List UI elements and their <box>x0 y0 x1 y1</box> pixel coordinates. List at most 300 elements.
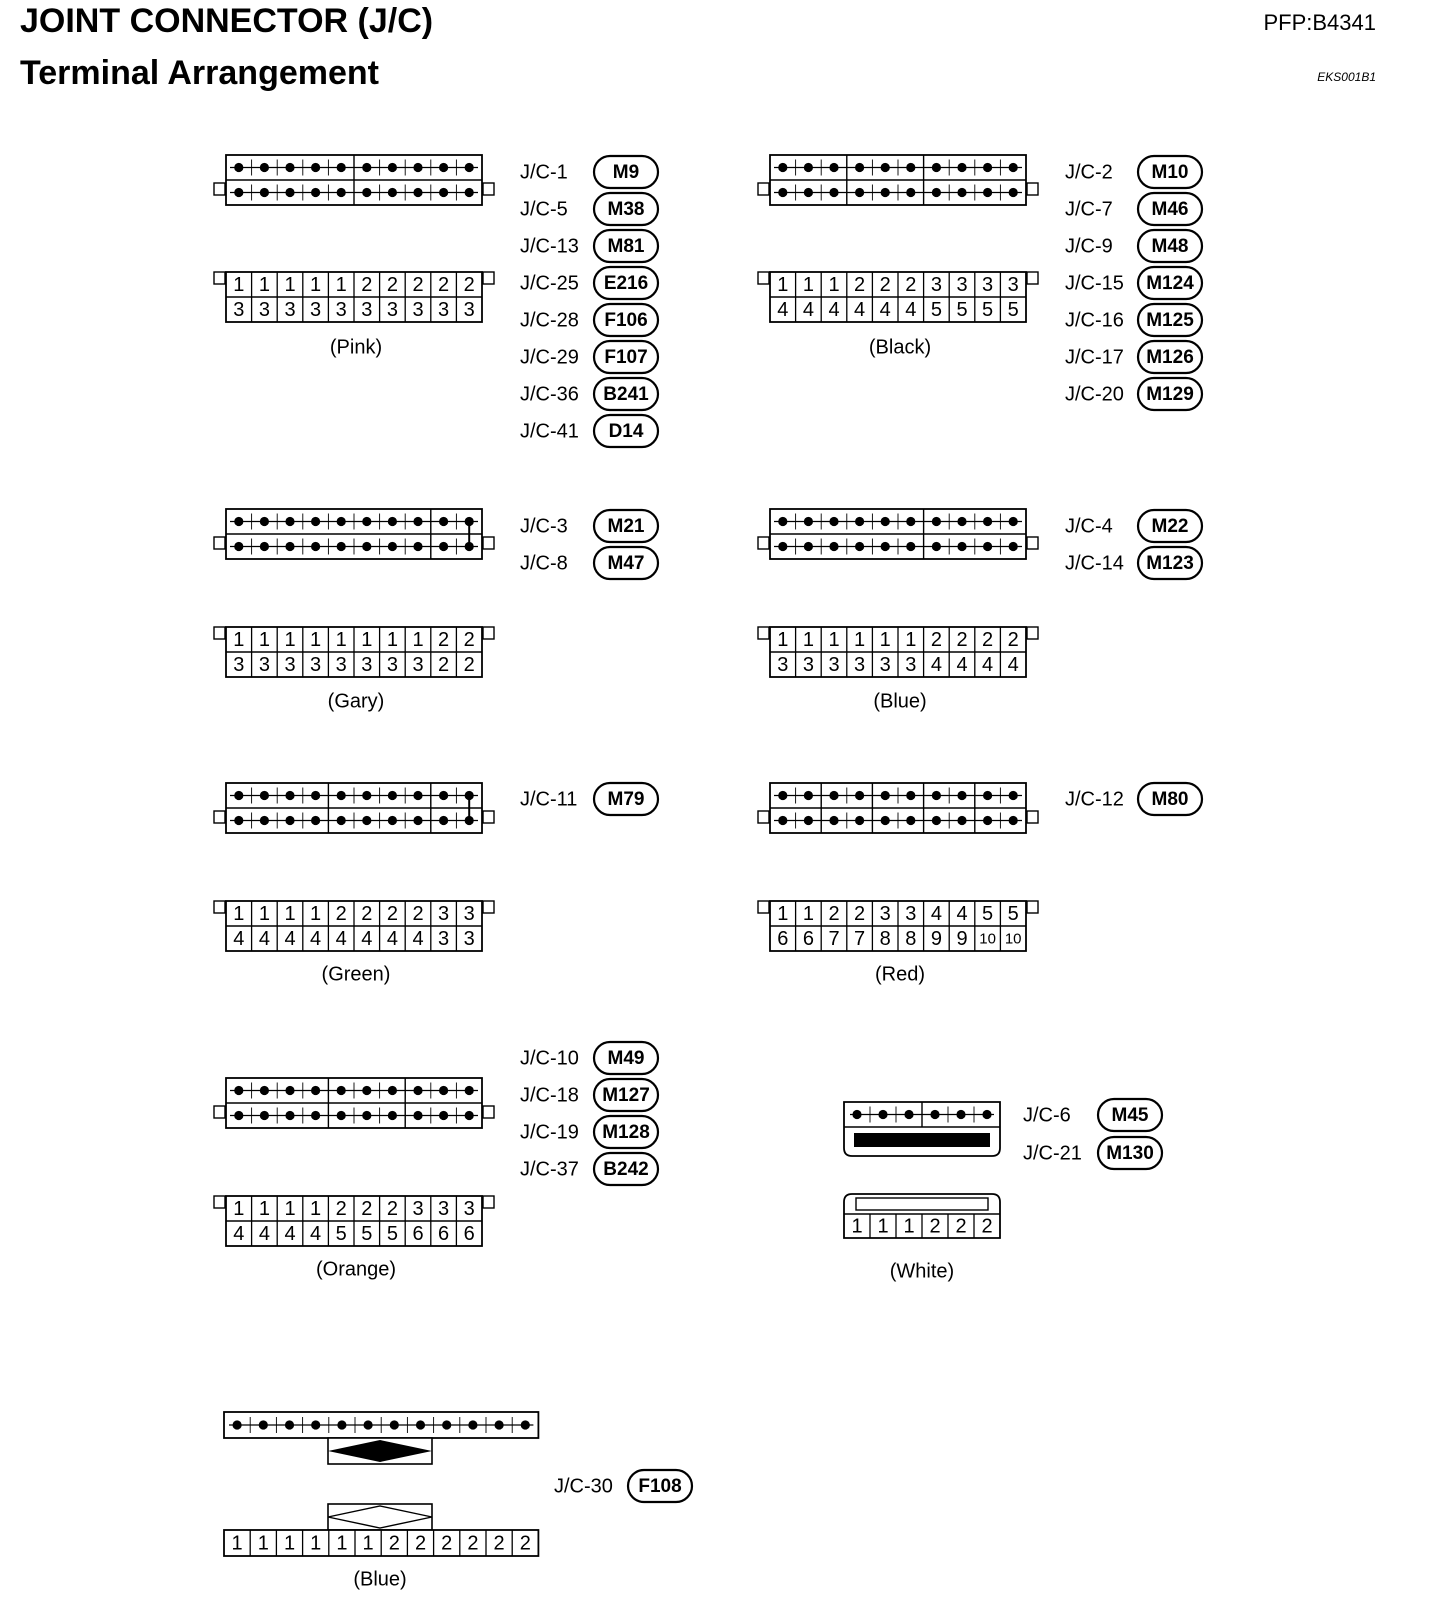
connector-color-label: (Green) <box>321 963 391 986</box>
connector-ref: F107 <box>604 347 648 369</box>
pin-dot <box>260 1086 269 1095</box>
pin-dot <box>413 1086 422 1095</box>
terminal-number: 10 <box>1004 930 1022 948</box>
terminal-number: 2 <box>414 1532 427 1555</box>
terminal-number: 2 <box>1007 628 1019 651</box>
connector-ref: M48 <box>1151 236 1189 258</box>
pin-dot <box>234 1086 243 1095</box>
terminal-number: 1 <box>310 1532 322 1555</box>
terminal-number: 4 <box>386 927 398 950</box>
pin-dot <box>311 816 320 825</box>
pin-dot <box>465 163 474 172</box>
connector-ref: M10 <box>1151 162 1189 184</box>
pin-dot <box>337 1086 346 1095</box>
jc-label: J/C-28 <box>520 309 579 332</box>
connector-lock-tab <box>214 1196 225 1208</box>
terminal-number: 4 <box>828 298 840 321</box>
terminal-number: 2 <box>981 1215 993 1238</box>
pin-dot <box>957 816 966 825</box>
pin-dot <box>778 542 787 551</box>
terminal-number: 4 <box>930 902 942 925</box>
pin-dot <box>413 791 422 800</box>
pin-dot <box>439 163 448 172</box>
pin-dot <box>957 188 966 197</box>
pin-dot <box>260 816 269 825</box>
connector-ref: M45 <box>1111 1105 1149 1127</box>
pin-dot <box>260 188 269 197</box>
connector-group-orange <box>214 1042 658 1280</box>
pin-dot <box>855 542 864 551</box>
terminal-number: 2 <box>929 1215 941 1238</box>
jc-label: J/C-37 <box>520 1158 579 1181</box>
pin-dot <box>1009 517 1018 526</box>
connector-group-blue1 <box>758 509 1202 712</box>
pin-dot <box>855 517 864 526</box>
jc-label: J/C-5 <box>520 198 568 221</box>
connector-lock-tab <box>483 901 494 913</box>
terminal-number: 3 <box>335 298 347 321</box>
pin-dot <box>778 816 787 825</box>
terminal-number: 2 <box>956 628 968 651</box>
terminal-number: 1 <box>233 628 245 651</box>
terminal-number: 1 <box>336 1532 348 1555</box>
pin-dot <box>362 542 371 551</box>
connector-ref: M21 <box>607 516 645 538</box>
terminal-number: 2 <box>335 1197 347 1220</box>
connector-ref: M123 <box>1146 553 1194 575</box>
terminal-number: 1 <box>777 628 789 651</box>
pin-dot <box>804 163 813 172</box>
terminal-number: 3 <box>905 653 917 676</box>
terminal-number: 3 <box>777 653 789 676</box>
terminal-number: 5 <box>1007 902 1019 925</box>
connector-ref: M127 <box>602 1085 650 1107</box>
terminal-number: 1 <box>310 273 322 296</box>
connector-ref: D14 <box>608 421 644 443</box>
connector-group-white <box>844 1099 1162 1282</box>
terminal-number: 4 <box>233 927 245 950</box>
terminal-number: 2 <box>412 273 424 296</box>
terminal-number: 3 <box>233 653 245 676</box>
pin-dot <box>362 1111 371 1120</box>
pin-dot <box>337 791 346 800</box>
pin-dot <box>259 1420 268 1429</box>
terminal-number: 3 <box>438 927 450 950</box>
jc-label: J/C-6 <box>1023 1104 1071 1127</box>
terminal-number: 1 <box>335 628 347 651</box>
pin-dot <box>932 163 941 172</box>
terminal-number: 1 <box>412 628 424 651</box>
pin-dot <box>234 816 243 825</box>
terminal-number: 4 <box>361 927 373 950</box>
terminal-number: 3 <box>879 902 891 925</box>
terminal-number: 8 <box>905 927 917 950</box>
connector-lock-tab <box>483 1106 494 1118</box>
pin-dot <box>983 816 992 825</box>
connector-ref: M130 <box>1106 1143 1154 1165</box>
pin-dot <box>337 163 346 172</box>
terminal-number: 5 <box>930 298 942 321</box>
pin-dot <box>906 816 915 825</box>
terminal-number: 3 <box>463 927 475 950</box>
terminal-number: 1 <box>258 628 270 651</box>
pin-dot <box>881 816 890 825</box>
connector-ref: M9 <box>612 162 640 184</box>
terminal-number: 2 <box>905 273 917 296</box>
terminal-number: 1 <box>258 1197 270 1220</box>
terminal-number: 1 <box>903 1215 915 1238</box>
pin-dot <box>906 163 915 172</box>
connector-color-label: (Blue) <box>353 1568 407 1591</box>
terminal-number: 3 <box>854 653 866 676</box>
jc-label: J/C-3 <box>520 515 568 538</box>
jc-label: J/C-36 <box>520 383 579 406</box>
pin-dot <box>881 517 890 526</box>
terminal-number: 5 <box>335 1222 347 1245</box>
connector-group-gary <box>214 509 658 712</box>
jc-label: J/C-7 <box>1065 198 1113 221</box>
terminal-number: 1 <box>283 1532 296 1555</box>
terminal-number: 5 <box>361 1222 373 1245</box>
connector-key-block <box>854 1133 990 1147</box>
connector-color-label: (Blue) <box>873 690 927 713</box>
pin-dot <box>804 542 813 551</box>
terminal-number: 1 <box>361 628 373 651</box>
connector-lock-tab <box>1027 901 1038 913</box>
terminal-number: 2 <box>854 273 866 296</box>
connector-lock-tab <box>483 537 494 549</box>
connector-ref: F108 <box>638 1476 682 1498</box>
pin-dot <box>1009 188 1018 197</box>
pin-dot <box>855 816 864 825</box>
terminal-number: 3 <box>284 653 296 676</box>
jc-label: J/C-18 <box>520 1084 579 1107</box>
terminal-number: 3 <box>258 653 270 676</box>
terminal-number: 3 <box>463 1197 475 1220</box>
jc-label: J/C-20 <box>1065 383 1124 406</box>
pin-dot <box>388 791 397 800</box>
jc-label: J/C-2 <box>1065 161 1113 184</box>
connector-lock-tab <box>483 183 494 195</box>
terminal-number: 1 <box>802 902 814 925</box>
terminal-number: 1 <box>284 902 296 925</box>
pin-dot <box>442 1420 451 1429</box>
terminal-number: 3 <box>386 298 398 321</box>
terminal-number: 4 <box>854 298 866 321</box>
pin-dot <box>337 1420 346 1429</box>
terminal-number: 4 <box>930 653 942 676</box>
terminal-number: 1 <box>335 273 347 296</box>
connector-lock-tab <box>758 272 769 284</box>
connector-lock-tab <box>483 1196 494 1208</box>
pin-dot <box>413 816 422 825</box>
terminal-number: 2 <box>854 902 866 925</box>
connector-color-label: (Pink) <box>329 336 383 359</box>
terminal-number: 7 <box>828 927 840 950</box>
terminal-number: 4 <box>777 298 789 321</box>
terminal-number: 3 <box>879 653 891 676</box>
connector-color-label: (White) <box>889 1260 955 1283</box>
pin-dot <box>906 542 915 551</box>
pin-dot <box>337 517 346 526</box>
pin-dot <box>778 188 787 197</box>
pin-dot <box>468 1420 477 1429</box>
terminal-number: 4 <box>905 298 917 321</box>
connector-ref: M46 <box>1151 199 1189 221</box>
pin-dot <box>234 1111 243 1120</box>
jc-label: J/C-11 <box>520 788 578 811</box>
terminal-number: 3 <box>463 902 475 925</box>
terminal-number: 2 <box>879 273 891 296</box>
terminal-number: 1 <box>802 628 814 651</box>
terminal-number: 4 <box>233 1222 245 1245</box>
terminal-number: 2 <box>828 902 840 925</box>
jc-label: J/C-19 <box>520 1121 579 1144</box>
pin-dot <box>388 542 397 551</box>
jc-label: J/C-29 <box>520 346 579 369</box>
terminal-number: 1 <box>828 628 840 651</box>
terminal-number: 2 <box>335 902 347 925</box>
pin-dot <box>439 188 448 197</box>
connector-ref: M79 <box>607 789 645 811</box>
connector-ref: M47 <box>607 553 645 575</box>
connector-ref: M129 <box>1146 384 1194 406</box>
pin-dot <box>804 188 813 197</box>
connector-ref: M80 <box>1151 789 1189 811</box>
terminal-number: 3 <box>361 298 373 321</box>
document-id: EKS001B1 <box>1317 70 1376 84</box>
pin-dot <box>957 163 966 172</box>
pin-dot <box>388 163 397 172</box>
jc-label: J/C-12 <box>1065 788 1124 811</box>
connector-group-blue2 <box>224 1412 692 1590</box>
pin-dot <box>234 163 243 172</box>
jc-label: J/C-10 <box>520 1047 579 1070</box>
jc-label: J/C-13 <box>520 235 579 258</box>
terminal-number: 1 <box>231 1532 243 1555</box>
terminal-number: 1 <box>284 1197 296 1220</box>
pin-dot <box>829 163 838 172</box>
pin-dot <box>521 1420 530 1429</box>
connector-color-label: (Red) <box>874 963 926 986</box>
pin-dot <box>881 188 890 197</box>
jc-label: J/C-8 <box>520 552 568 575</box>
pin-dot <box>932 188 941 197</box>
pin-dot <box>932 542 941 551</box>
terminal-number: 1 <box>854 628 866 651</box>
pin-dot <box>829 542 838 551</box>
connector-group-pink <box>214 155 658 447</box>
pin-dot <box>932 816 941 825</box>
pin-dot <box>285 791 294 800</box>
pin-dot <box>416 1420 425 1429</box>
terminal-number: 3 <box>412 298 424 321</box>
pin-dot <box>1009 816 1018 825</box>
connector-color-label: (Black) <box>868 336 932 359</box>
terminal-number: 2 <box>463 653 475 676</box>
terminal-number: 2 <box>438 628 450 651</box>
terminal-number: 1 <box>802 273 814 296</box>
terminal-number: 1 <box>258 902 270 925</box>
terminal-number: 1 <box>828 273 840 296</box>
pin-dot <box>932 791 941 800</box>
pin-dot <box>285 1111 294 1120</box>
terminal-number: 4 <box>284 1222 296 1245</box>
connector-ref: M81 <box>607 236 645 258</box>
terminal-number: 3 <box>930 273 942 296</box>
terminal-number: 2 <box>493 1532 505 1555</box>
pin-dot <box>465 1086 474 1095</box>
terminal-number: 3 <box>335 653 347 676</box>
connector-ref: M22 <box>1151 516 1189 538</box>
terminal-number: 1 <box>777 902 789 925</box>
terminal-number: 8 <box>879 927 891 950</box>
terminal-number: 1 <box>233 1197 245 1220</box>
terminal-number: 5 <box>386 1222 398 1245</box>
pin-dot <box>388 1111 397 1120</box>
jc-label: J/C-14 <box>1065 552 1124 575</box>
terminal-number: 4 <box>956 902 968 925</box>
pin-dot <box>439 816 448 825</box>
pin-dot <box>388 188 397 197</box>
pin-dot <box>983 791 992 800</box>
pin-dot <box>855 188 864 197</box>
terminal-number: 5 <box>956 298 968 321</box>
pin-dot <box>804 791 813 800</box>
pin-dot <box>413 163 422 172</box>
connector-lock-tab <box>1027 183 1038 195</box>
connector-ref: M128 <box>602 1122 650 1144</box>
connector-ref: M38 <box>607 199 645 221</box>
terminal-number: 2 <box>361 273 373 296</box>
terminal-number: 1 <box>851 1215 863 1238</box>
pin-dot <box>778 163 787 172</box>
terminal-number: 2 <box>463 273 475 296</box>
terminal-number: 2 <box>386 902 398 925</box>
pin-dot <box>778 517 787 526</box>
pin-dot <box>1009 542 1018 551</box>
terminal-number: 3 <box>361 653 373 676</box>
terminal-number: 3 <box>982 273 994 296</box>
terminal-number: 9 <box>956 927 968 950</box>
connector-ref: F106 <box>604 310 648 332</box>
terminal-number: 4 <box>412 927 424 950</box>
terminal-number: 3 <box>284 298 296 321</box>
pin-dot <box>878 1110 887 1119</box>
connector-ref: E216 <box>603 273 649 295</box>
pin-dot <box>337 816 346 825</box>
terminal-number: 2 <box>467 1532 479 1555</box>
pin-dot <box>311 517 320 526</box>
terminal-number: 2 <box>441 1532 453 1555</box>
pin-dot <box>311 542 320 551</box>
pin-dot <box>362 1086 371 1095</box>
terminal-number: 3 <box>438 902 450 925</box>
pin-dot <box>881 791 890 800</box>
pin-dot <box>904 1110 913 1119</box>
terminal-number: 5 <box>982 298 994 321</box>
pin-dot <box>234 542 243 551</box>
terminal-number: 9 <box>930 927 942 950</box>
terminal-number: 1 <box>284 273 296 296</box>
jc-label: J/C-25 <box>520 272 579 295</box>
terminal-number: 2 <box>412 902 424 925</box>
jc-label: J/C-17 <box>1065 346 1124 369</box>
pin-dot <box>439 1111 448 1120</box>
terminal-number: 4 <box>802 298 814 321</box>
pin-dot <box>311 163 320 172</box>
terminal-number: 3 <box>386 653 398 676</box>
terminal-number: 5 <box>982 902 994 925</box>
connector-group-red <box>758 783 1202 985</box>
terminal-number: 1 <box>284 628 296 651</box>
pin-dot <box>983 517 992 526</box>
pin-dot <box>1009 791 1018 800</box>
pin-dot <box>362 791 371 800</box>
pin-dot <box>260 791 269 800</box>
pin-dot <box>413 1111 422 1120</box>
pin-dot <box>983 163 992 172</box>
pin-dot <box>390 1420 399 1429</box>
terminal-number: 6 <box>438 1222 450 1245</box>
terminal-number: 1 <box>310 628 322 651</box>
pin-dot <box>388 816 397 825</box>
pin-dot <box>260 1111 269 1120</box>
connector-lock-tab <box>1027 627 1038 639</box>
connector-lock-tab <box>214 537 225 549</box>
terminal-number: 1 <box>877 1215 889 1238</box>
pin-dot <box>906 517 915 526</box>
pin-dot <box>465 188 474 197</box>
pin-dot <box>362 816 371 825</box>
connector-lock-tab <box>1027 272 1038 284</box>
pin-dot <box>957 517 966 526</box>
pin-dot <box>881 542 890 551</box>
connector-ref: M49 <box>607 1048 645 1070</box>
pin-dot <box>413 542 422 551</box>
pin-dot <box>439 542 448 551</box>
pin-dot <box>930 1110 939 1119</box>
pin-dot <box>983 542 992 551</box>
terminal-number: 10 <box>979 930 996 948</box>
terminal-number: 4 <box>982 653 994 676</box>
terminal-number: 2 <box>388 1532 400 1555</box>
pin-dot <box>388 1086 397 1095</box>
pin-dot <box>829 188 838 197</box>
terminal-number: 3 <box>828 653 840 676</box>
pin-dot <box>285 188 294 197</box>
connector-lock-tab <box>214 183 225 195</box>
pin-dot <box>364 1420 373 1429</box>
jc-label: J/C-9 <box>1065 235 1113 258</box>
pin-dot <box>957 791 966 800</box>
connector-lock-tab <box>758 901 769 913</box>
terminal-number: 4 <box>258 1222 270 1245</box>
connector-ref: B242 <box>603 1159 649 1181</box>
connector-lock-tab <box>758 627 769 639</box>
connector-ref: M125 <box>1146 310 1194 332</box>
pin-dot <box>829 816 838 825</box>
pin-dot <box>804 517 813 526</box>
terminal-number: 3 <box>1007 273 1019 296</box>
part-number: PFP:B4341 <box>1263 10 1376 35</box>
terminal-number: 4 <box>310 1222 322 1245</box>
pin-dot <box>804 816 813 825</box>
pin-dot <box>465 1111 474 1120</box>
terminal-number: 1 <box>905 628 917 651</box>
terminal-number: 2 <box>386 1197 398 1220</box>
pin-dot <box>439 1086 448 1095</box>
